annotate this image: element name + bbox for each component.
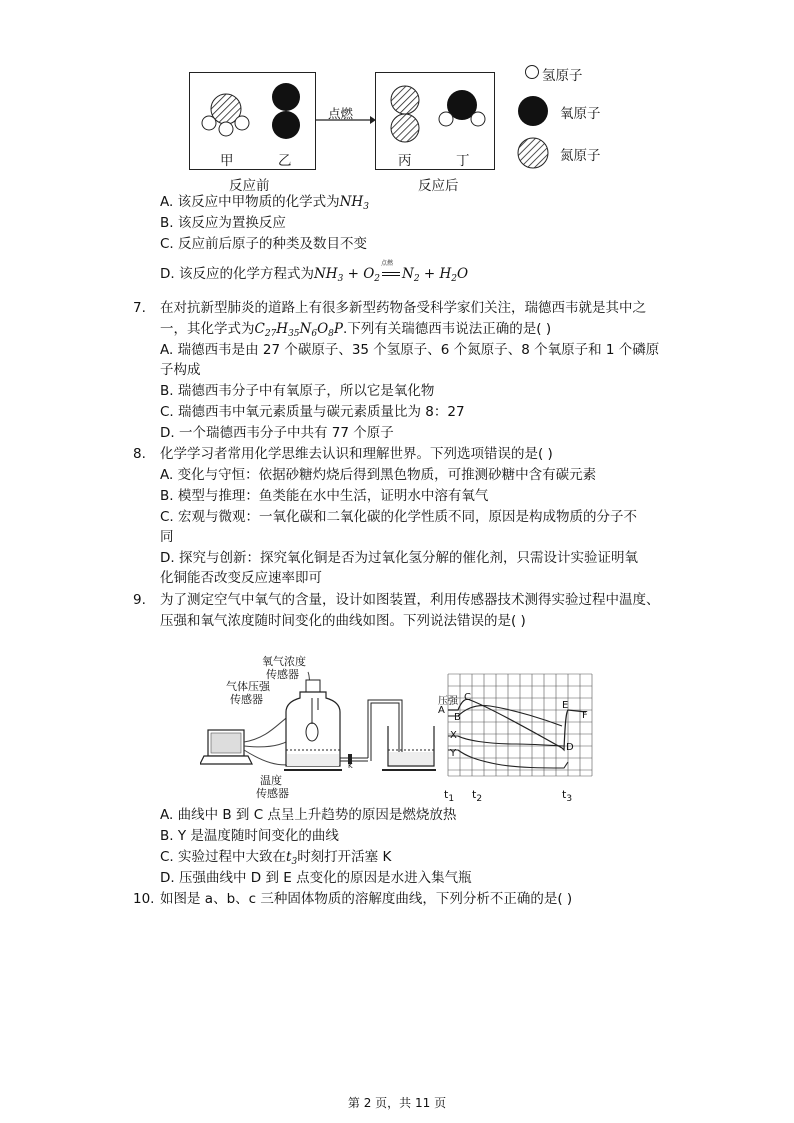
label-jia: 甲 <box>220 153 234 169</box>
label-ding: 丁 <box>456 153 470 169</box>
q6-option-b: B. 该反应为置换反应 <box>160 215 286 231</box>
remdesivir-formula: $C_{27}H_{35}N_6O_8P$ <box>254 321 343 339</box>
graph-label-pressure: 压强 <box>438 696 458 707</box>
curve-b <box>448 705 562 726</box>
q9-option-d: D. 压强曲线中 D 到 E 点变化的原因是水进入集气瓶 <box>160 870 472 886</box>
oxygen-atom-icon <box>516 94 550 128</box>
graph-label-y: Y <box>450 748 457 759</box>
pressure-sensor-label-1: 气体压强 <box>226 680 270 693</box>
q7-stem-1: 在对抗新型肺炎的道路上有很多新型药物备受科学家们关注，瑞德西韦就是其中之 <box>160 300 646 316</box>
graph-label-c: C <box>464 692 471 703</box>
graph-label-t1: $t_1$ <box>444 788 455 804</box>
q6-option-d: D. 该反应的化学方程式为$NH_3 + O_2$ 点燃 $N_2 + H_2O$ <box>160 265 468 288</box>
q6-option-a: A. 该反应中甲物质的化学式为$NH_3$ <box>160 194 369 212</box>
q7-stem-2: 一，其化学式为$C_{27}H_{35}N_6O_8P$.下列有关瑞德西韦说法正确的是( ) <box>160 321 552 339</box>
q7-option-a-1: A. 瑞德西韦是由 27 个碳原子、35 个氢原子、6 个氮原子、8 个氧原子和 1 个磷原 <box>160 342 660 358</box>
q9-option-c: C. 实验过程中大致在$t_3$时刻打开活塞 K <box>160 849 392 867</box>
temperature-sensor-label-2: 传感器 <box>256 787 289 800</box>
q10-stem: 如图是 a、b、c 三种固体物质的溶解度曲线，下列分析不正确的是( ) <box>160 891 573 907</box>
graph-label-e: E <box>562 700 569 711</box>
q8-option-d-2: 化铜能否改变反应速率即可 <box>160 570 322 586</box>
graph-label-x: X <box>450 730 457 741</box>
q7-option-c: C. 瑞德西韦中氧元素质量与碳元素质量比为 8：27 <box>160 404 465 420</box>
curve-x <box>448 736 564 746</box>
label-bing: 丙 <box>398 153 412 169</box>
q7-option-b: B. 瑞德西韦分子中有氧原子，所以它是氧化物 <box>160 383 435 399</box>
oxygen-molecule <box>272 83 300 139</box>
experiment-apparatus <box>200 650 436 800</box>
legend-hydrogen: 氢原子 <box>542 68 583 84</box>
q7-option-a-2: 子构成 <box>160 362 201 378</box>
q7-number: 7. <box>133 300 146 316</box>
temperature-sensor-label-1: 温度 <box>260 774 282 787</box>
reaction-before-box <box>189 72 316 170</box>
arrow-label: 点燃 <box>328 106 354 121</box>
reaction-after-box <box>375 72 495 170</box>
q8-option-b: B. 模型与推理：鱼类能在水中生活，证明水中溶有氧气 <box>160 488 489 504</box>
nitrogen-atom-icon <box>516 136 550 170</box>
label-yi: 乙 <box>278 153 292 169</box>
q9-option-b: B. Y 是温度随时间变化的曲线 <box>160 828 339 844</box>
q8-option-c-2: 同 <box>160 529 174 545</box>
graph-label-d: D <box>566 742 574 753</box>
ammonia-molecule <box>202 94 249 136</box>
q8-option-d-1: D. 探究与创新：探究氧化铜是否为过氧化氢分解的催化剂，只需设计实验证明氧 <box>160 550 638 566</box>
oxygen-sensor-label-1: 氧气浓度 <box>262 655 306 668</box>
q8-option-a: A. 变化与守恒：依据砂糖灼烧后得到黑色物质，可推测砂糖中含有碳元素 <box>160 467 597 483</box>
graph-label-f: F <box>582 710 588 721</box>
q9-number: 9. <box>133 592 146 608</box>
valve-k-label: K <box>348 762 353 770</box>
q9-option-a: A. 曲线中 B 到 C 点呈上升趋势的原因是燃烧放热 <box>160 807 457 823</box>
graph-label-a: A <box>438 705 445 716</box>
pressure-sensor-label-2: 传感器 <box>230 693 263 706</box>
q7-option-d: D. 一个瑞德西韦分子中共有 77 个原子 <box>160 425 394 441</box>
reactant-molecules <box>190 73 315 169</box>
hydrogen-atom-icon <box>524 64 540 80</box>
reaction-condition: 点燃 <box>381 260 394 267</box>
oxygen-sensor-label-2: 传感器 <box>266 668 299 681</box>
nitrogen-molecule <box>391 86 419 142</box>
graph-label-t2: $t_2$ <box>472 788 483 804</box>
caption-after: 反应后 <box>418 178 459 194</box>
gas-collection-bottle <box>286 680 340 766</box>
q9-stem-1: 为了测定空气中氧气的含量，设计如图装置，利用传感器技术测得实验过程中温度、 <box>160 592 660 608</box>
legend-nitrogen: 氮原子 <box>560 148 601 164</box>
laptop-icon <box>200 730 252 764</box>
water-molecule <box>439 90 485 126</box>
graph-label-b: B <box>454 712 461 723</box>
page-footer: 第 2 页，共 11 页 <box>347 1096 447 1110</box>
product-molecules <box>376 73 494 169</box>
legend-oxygen: 氧原子 <box>560 106 601 122</box>
graph-label-t3: $t_3$ <box>562 788 573 804</box>
q8-number: 8. <box>133 446 146 462</box>
q8-option-c-1: C. 宏观与微观：一氧化碳和二氧化碳的化学性质不同，原因是构成物质的分子不 <box>160 509 638 525</box>
q8-stem: 化学学习者常用化学思维去认识和理解世界。下列选项错误的是( ) <box>160 446 553 462</box>
q10-number: 10. <box>133 891 155 907</box>
caption-before: 反应前 <box>229 178 270 194</box>
sensor-graph <box>436 664 596 804</box>
q6-option-c: C. 反应前后原子的种类及数目不变 <box>160 236 368 252</box>
water-beaker <box>382 726 436 770</box>
q9-stem-2: 压强和氧气浓度随时间变化的曲线如图。下列说法错误的是( ) <box>160 613 526 629</box>
